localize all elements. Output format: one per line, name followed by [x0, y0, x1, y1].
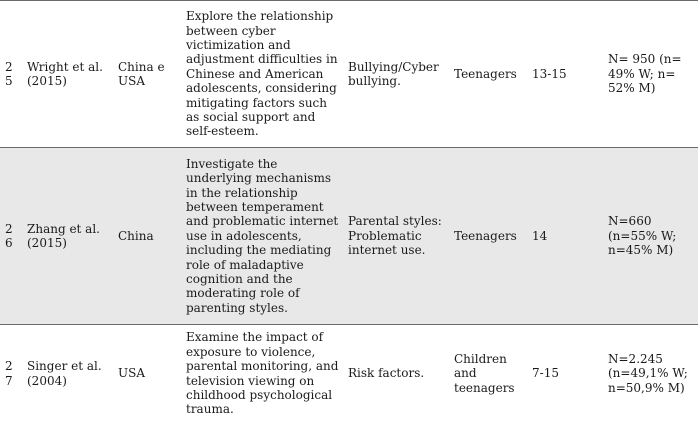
study-sample: N= 950 (n= 49% W; n= 52% M): [608, 52, 682, 96]
study-number: 2 6: [5, 221, 13, 250]
study-author: Zhang et al. (2015): [27, 221, 100, 250]
table-row: [0, 148, 698, 325]
study-age: 14: [532, 228, 548, 243]
study-topic: Risk factors.: [348, 366, 425, 381]
study-country: China: [118, 228, 154, 243]
study-country: China e USA: [118, 59, 165, 88]
study-topic: Parental styles: Problematic internet use.: [348, 214, 442, 258]
study-topic: Bullying/Cyber bullying.: [348, 59, 439, 88]
study-number: 2 5: [5, 59, 13, 88]
study-age: 13-15: [532, 66, 567, 81]
study-objective: Investigate the underlying mechanisms in the relationship between temperament and problematic internet use in adolescents, including the mediating role of maladaptive cognition and the moderating role of parenting styles.: [186, 156, 339, 315]
study-population: Teenagers: [454, 228, 517, 243]
study-population: Teenagers: [454, 66, 517, 81]
study-number: 2 7: [5, 359, 13, 388]
table-row: [0, 1, 698, 148]
table-row: [0, 326, 698, 421]
study-author: Singer et al. (2004): [27, 359, 102, 388]
study-age: 7-15: [532, 366, 559, 381]
study-country: USA: [118, 366, 145, 381]
study-author: Wright et al. (2015): [27, 59, 103, 88]
study-population: Children and teenagers: [454, 351, 515, 395]
study-objective: Examine the impact of exposure to violence, parental monitoring, and television viewing on childhood psychological trauma.: [186, 330, 339, 417]
study-sample: N=2.245 (n=49,1% W; n=50,9% M): [608, 351, 688, 395]
study-sample: N=660 (n=55% W; n=45% M): [608, 214, 677, 258]
study-objective: Explore the relationship between cyber victimization and adjustment difficulties in Chinese and American adolescents, considering mitigating factors such as social support and self-esteem.: [186, 9, 338, 139]
